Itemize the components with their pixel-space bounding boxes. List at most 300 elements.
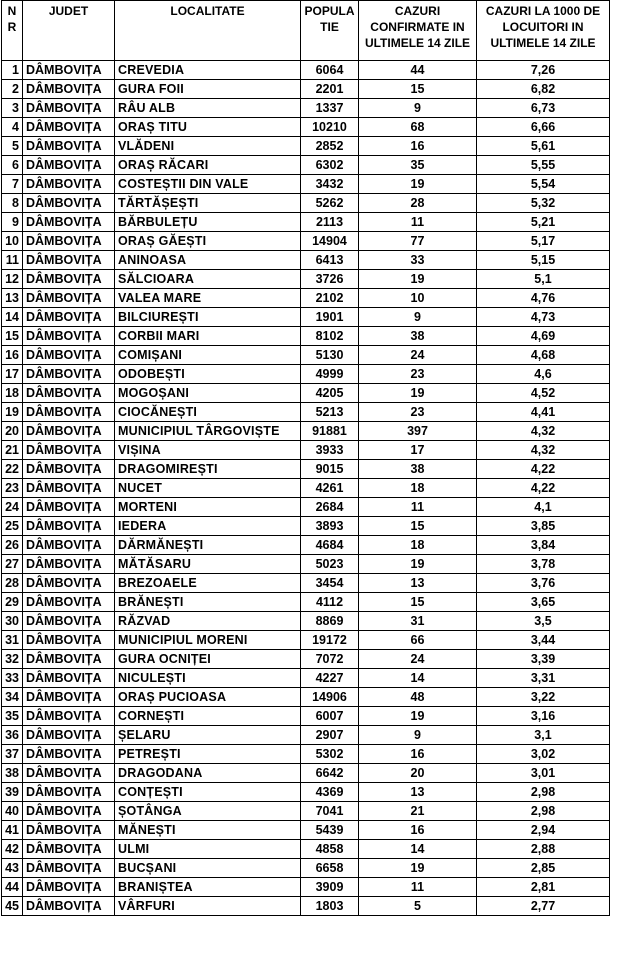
cell-nr: 18 — [2, 384, 23, 403]
cases-table — [1, 0, 610, 916]
cell-populatie: 2201 — [301, 80, 359, 99]
cell-cazuri: 77 — [359, 232, 477, 251]
cell-nr: 8 — [2, 194, 23, 213]
table-row — [2, 346, 610, 365]
cell-populatie: 5439 — [301, 821, 359, 840]
cell-rata: 5,61 — [477, 137, 610, 156]
cell-rata: 5,1 — [477, 270, 610, 289]
cell-localitate: CORBII MARI — [115, 327, 301, 346]
cell-populatie: 6302 — [301, 156, 359, 175]
cell-localitate: MĂTĂSARU — [115, 555, 301, 574]
cell-nr: 15 — [2, 327, 23, 346]
cell-populatie: 14904 — [301, 232, 359, 251]
cell-cazuri: 19 — [359, 707, 477, 726]
cell-populatie: 4261 — [301, 479, 359, 498]
table-row — [2, 517, 610, 536]
cell-populatie: 10210 — [301, 118, 359, 137]
cell-nr: 26 — [2, 536, 23, 555]
cell-rata: 4,32 — [477, 441, 610, 460]
cell-judet: DÂMBOVIȚA — [23, 764, 115, 783]
cell-populatie: 4684 — [301, 536, 359, 555]
cell-localitate: DĂRMĂNEȘTI — [115, 536, 301, 555]
cell-rata: 3,44 — [477, 631, 610, 650]
table-row — [2, 745, 610, 764]
cell-populatie: 19172 — [301, 631, 359, 650]
cell-populatie: 3432 — [301, 175, 359, 194]
cell-judet: DÂMBOVIȚA — [23, 745, 115, 764]
header-nr: N R — [2, 1, 23, 61]
cell-nr: 3 — [2, 99, 23, 118]
cell-localitate: BRANIȘTEA — [115, 878, 301, 897]
cell-populatie: 3933 — [301, 441, 359, 460]
cell-rata: 6,82 — [477, 80, 610, 99]
cell-judet: DÂMBOVIȚA — [23, 156, 115, 175]
cell-cazuri: 18 — [359, 479, 477, 498]
table-row — [2, 783, 610, 802]
cell-cazuri: 15 — [359, 593, 477, 612]
cell-judet: DÂMBOVIȚA — [23, 346, 115, 365]
cell-cazuri: 68 — [359, 118, 477, 137]
cell-populatie: 4858 — [301, 840, 359, 859]
cell-rata: 4,68 — [477, 346, 610, 365]
cell-cazuri: 19 — [359, 270, 477, 289]
cell-populatie: 4999 — [301, 365, 359, 384]
cell-localitate: DRAGOMIREȘTI — [115, 460, 301, 479]
cell-cazuri: 16 — [359, 821, 477, 840]
cell-cazuri: 19 — [359, 175, 477, 194]
cell-localitate: BREZOAELE — [115, 574, 301, 593]
cell-localitate: RÂU ALB — [115, 99, 301, 118]
table-row — [2, 289, 610, 308]
cell-judet: DÂMBOVIȚA — [23, 118, 115, 137]
cell-rata: 3,16 — [477, 707, 610, 726]
cell-cazuri: 11 — [359, 498, 477, 517]
table-row — [2, 232, 610, 251]
cell-rata: 4,32 — [477, 422, 610, 441]
cell-localitate: BILCIUREȘTI — [115, 308, 301, 327]
cell-cazuri: 23 — [359, 403, 477, 422]
cell-cazuri: 14 — [359, 669, 477, 688]
cell-cazuri: 19 — [359, 859, 477, 878]
cell-judet: DÂMBOVIȚA — [23, 479, 115, 498]
cell-nr: 20 — [2, 422, 23, 441]
cell-rata: 3,1 — [477, 726, 610, 745]
cell-nr: 6 — [2, 156, 23, 175]
cell-localitate: VIȘINA — [115, 441, 301, 460]
cell-populatie: 2102 — [301, 289, 359, 308]
cell-rata: 3,85 — [477, 517, 610, 536]
cell-nr: 29 — [2, 593, 23, 612]
cell-rata: 4,76 — [477, 289, 610, 308]
cell-populatie: 7041 — [301, 802, 359, 821]
cell-judet: DÂMBOVIȚA — [23, 327, 115, 346]
cell-rata: 3,22 — [477, 688, 610, 707]
cell-localitate: CORNEȘTI — [115, 707, 301, 726]
cell-rata: 4,22 — [477, 479, 610, 498]
table-row — [2, 61, 610, 80]
table-row — [2, 859, 610, 878]
cell-nr: 41 — [2, 821, 23, 840]
cell-localitate: RĂZVAD — [115, 612, 301, 631]
cell-populatie: 5213 — [301, 403, 359, 422]
cell-nr: 7 — [2, 175, 23, 194]
cell-judet: DÂMBOVIȚA — [23, 669, 115, 688]
cell-rata: 3,31 — [477, 669, 610, 688]
table-row — [2, 422, 610, 441]
cell-populatie: 5130 — [301, 346, 359, 365]
header-row — [2, 1, 610, 61]
cell-localitate: MUNICIPIUL TÂRGOVIȘTE — [115, 422, 301, 441]
cell-populatie: 91881 — [301, 422, 359, 441]
cell-nr: 2 — [2, 80, 23, 99]
cell-populatie: 7072 — [301, 650, 359, 669]
cell-nr: 1 — [2, 61, 23, 80]
table-body — [2, 61, 610, 916]
cell-judet: DÂMBOVIȚA — [23, 612, 115, 631]
cell-nr: 10 — [2, 232, 23, 251]
cell-rata: 5,17 — [477, 232, 610, 251]
cell-judet: DÂMBOVIȚA — [23, 688, 115, 707]
cell-judet: DÂMBOVIȚA — [23, 99, 115, 118]
cell-nr: 13 — [2, 289, 23, 308]
table-row — [2, 251, 610, 270]
cell-cazuri: 5 — [359, 897, 477, 916]
cell-nr: 33 — [2, 669, 23, 688]
cell-rata: 3,65 — [477, 593, 610, 612]
cell-judet: DÂMBOVIȚA — [23, 897, 115, 916]
cell-cazuri: 33 — [359, 251, 477, 270]
cell-localitate: IEDERA — [115, 517, 301, 536]
cell-localitate: ORAȘ RĂCARI — [115, 156, 301, 175]
cell-nr: 22 — [2, 460, 23, 479]
cell-rata: 3,78 — [477, 555, 610, 574]
cell-nr: 40 — [2, 802, 23, 821]
cell-judet: DÂMBOVIȚA — [23, 821, 115, 840]
cell-rata: 4,41 — [477, 403, 610, 422]
cell-cazuri: 35 — [359, 156, 477, 175]
cell-judet: DÂMBOVIȚA — [23, 631, 115, 650]
cell-localitate: VÂRFURI — [115, 897, 301, 916]
cell-judet: DÂMBOVIȚA — [23, 840, 115, 859]
cell-cazuri: 15 — [359, 80, 477, 99]
table-row — [2, 308, 610, 327]
cell-rata: 5,32 — [477, 194, 610, 213]
cell-nr: 14 — [2, 308, 23, 327]
cell-localitate: ORAȘ PUCIOASA — [115, 688, 301, 707]
cell-nr: 42 — [2, 840, 23, 859]
cell-populatie: 9015 — [301, 460, 359, 479]
cell-populatie: 6642 — [301, 764, 359, 783]
cell-nr: 39 — [2, 783, 23, 802]
table-row — [2, 80, 610, 99]
cell-localitate: COMIȘANI — [115, 346, 301, 365]
cell-populatie: 3454 — [301, 574, 359, 593]
cell-judet: DÂMBOVIȚA — [23, 441, 115, 460]
cell-rata: 4,73 — [477, 308, 610, 327]
cell-judet: DÂMBOVIȚA — [23, 650, 115, 669]
cell-rata: 2,88 — [477, 840, 610, 859]
cell-nr: 43 — [2, 859, 23, 878]
cell-judet: DÂMBOVIȚA — [23, 194, 115, 213]
cell-judet: DÂMBOVIȚA — [23, 365, 115, 384]
cell-localitate: TĂRTĂȘEȘTI — [115, 194, 301, 213]
cell-cazuri: 20 — [359, 764, 477, 783]
cell-rata: 5,21 — [477, 213, 610, 232]
table-row — [2, 688, 610, 707]
table-row — [2, 175, 610, 194]
table-row — [2, 270, 610, 289]
cell-localitate: PETREȘTI — [115, 745, 301, 764]
cell-localitate: ORAȘ TITU — [115, 118, 301, 137]
cell-populatie: 5302 — [301, 745, 359, 764]
table-row — [2, 593, 610, 612]
cell-judet: DÂMBOVIȚA — [23, 232, 115, 251]
cell-populatie: 8102 — [301, 327, 359, 346]
cell-judet: DÂMBOVIȚA — [23, 802, 115, 821]
cell-localitate: MUNICIPIUL MORENI — [115, 631, 301, 650]
cell-cazuri: 44 — [359, 61, 477, 80]
cell-cazuri: 16 — [359, 745, 477, 764]
cell-cazuri: 17 — [359, 441, 477, 460]
cell-judet: DÂMBOVIȚA — [23, 574, 115, 593]
cell-populatie: 4112 — [301, 593, 359, 612]
cell-nr: 16 — [2, 346, 23, 365]
cell-rata: 2,85 — [477, 859, 610, 878]
cell-judet: DÂMBOVIȚA — [23, 403, 115, 422]
table-row — [2, 118, 610, 137]
cell-localitate: NICULEȘTI — [115, 669, 301, 688]
cell-cazuri: 13 — [359, 574, 477, 593]
table-row — [2, 498, 610, 517]
table-row — [2, 707, 610, 726]
cell-localitate: CIOCĂNEȘTI — [115, 403, 301, 422]
cell-nr: 21 — [2, 441, 23, 460]
cell-nr: 37 — [2, 745, 23, 764]
cell-localitate: COSTEȘTII DIN VALE — [115, 175, 301, 194]
table-row — [2, 574, 610, 593]
cell-judet: DÂMBOVIȚA — [23, 859, 115, 878]
cell-cazuri: 23 — [359, 365, 477, 384]
cell-populatie: 1901 — [301, 308, 359, 327]
table-row — [2, 631, 610, 650]
header-rata: CAZURI LA 1000 DE LOCUITORI IN ULTIMELE 14 ZILE — [477, 1, 610, 61]
header-localitate: LOCALITATE — [115, 1, 301, 61]
cell-localitate: ORAȘ GĂEȘTI — [115, 232, 301, 251]
cell-populatie: 3909 — [301, 878, 359, 897]
cell-localitate: NUCET — [115, 479, 301, 498]
cell-cazuri: 18 — [359, 536, 477, 555]
cell-nr: 12 — [2, 270, 23, 289]
cell-populatie: 14906 — [301, 688, 359, 707]
cell-cazuri: 14 — [359, 840, 477, 859]
cell-nr: 30 — [2, 612, 23, 631]
table-row — [2, 726, 610, 745]
table-row — [2, 821, 610, 840]
cell-populatie: 1803 — [301, 897, 359, 916]
cell-localitate: VLĂDENI — [115, 137, 301, 156]
cell-judet: DÂMBOVIȚA — [23, 80, 115, 99]
cell-localitate: CONȚEȘTI — [115, 783, 301, 802]
cell-nr: 44 — [2, 878, 23, 897]
cell-cazuri: 19 — [359, 555, 477, 574]
cell-rata: 4,22 — [477, 460, 610, 479]
cell-localitate: GURA OCNIȚEI — [115, 650, 301, 669]
cell-judet: DÂMBOVIȚA — [23, 460, 115, 479]
cell-populatie: 4369 — [301, 783, 359, 802]
cell-localitate: MOGOȘANI — [115, 384, 301, 403]
cell-cazuri: 10 — [359, 289, 477, 308]
cell-localitate: SĂLCIOARA — [115, 270, 301, 289]
cell-populatie: 2907 — [301, 726, 359, 745]
table-row — [2, 213, 610, 232]
cell-populatie: 2684 — [301, 498, 359, 517]
cell-nr: 31 — [2, 631, 23, 650]
cell-judet: DÂMBOVIȚA — [23, 137, 115, 156]
cell-cazuri: 11 — [359, 213, 477, 232]
table-row — [2, 897, 610, 916]
cell-judet: DÂMBOVIȚA — [23, 270, 115, 289]
cell-populatie: 1337 — [301, 99, 359, 118]
table-row — [2, 137, 610, 156]
table-row — [2, 764, 610, 783]
cell-nr: 25 — [2, 517, 23, 536]
cell-rata: 2,77 — [477, 897, 610, 916]
cell-cazuri: 31 — [359, 612, 477, 631]
cell-localitate: BRĂNEȘTI — [115, 593, 301, 612]
cell-cazuri: 15 — [359, 517, 477, 536]
cell-judet: DÂMBOVIȚA — [23, 593, 115, 612]
cell-judet: DÂMBOVIȚA — [23, 726, 115, 745]
cell-populatie: 6007 — [301, 707, 359, 726]
cell-localitate: ȘOTÂNGA — [115, 802, 301, 821]
table-row — [2, 99, 610, 118]
cell-rata: 3,01 — [477, 764, 610, 783]
cell-judet: DÂMBOVIȚA — [23, 308, 115, 327]
table-row — [2, 403, 610, 422]
cell-rata: 5,55 — [477, 156, 610, 175]
table-row — [2, 802, 610, 821]
cell-cazuri: 16 — [359, 137, 477, 156]
cell-localitate: MORTENI — [115, 498, 301, 517]
cell-populatie: 3726 — [301, 270, 359, 289]
cell-populatie: 6658 — [301, 859, 359, 878]
cell-rata: 2,94 — [477, 821, 610, 840]
cell-cazuri: 19 — [359, 384, 477, 403]
cell-populatie: 5023 — [301, 555, 359, 574]
cell-nr: 5 — [2, 137, 23, 156]
cell-localitate: MĂNEȘTI — [115, 821, 301, 840]
cell-rata: 4,69 — [477, 327, 610, 346]
cell-nr: 36 — [2, 726, 23, 745]
cell-nr: 32 — [2, 650, 23, 669]
table-row — [2, 156, 610, 175]
cell-cazuri: 9 — [359, 308, 477, 327]
cell-localitate: ANINOASA — [115, 251, 301, 270]
cell-rata: 2,81 — [477, 878, 610, 897]
header-populatie: POPULA TIE — [301, 1, 359, 61]
cell-localitate: CREVEDIA — [115, 61, 301, 80]
table-row — [2, 365, 610, 384]
table-row — [2, 327, 610, 346]
cell-cazuri: 38 — [359, 327, 477, 346]
cell-rata: 3,5 — [477, 612, 610, 631]
cell-nr: 19 — [2, 403, 23, 422]
cell-localitate: BĂRBULEȚU — [115, 213, 301, 232]
header-cazuri: CAZURI CONFIRMATE IN ULTIMELE 14 ZILE — [359, 1, 477, 61]
cell-rata: 3,02 — [477, 745, 610, 764]
cell-nr: 38 — [2, 764, 23, 783]
cell-localitate: DRAGODANA — [115, 764, 301, 783]
cell-rata: 3,39 — [477, 650, 610, 669]
cell-judet: DÂMBOVIȚA — [23, 213, 115, 232]
table-row — [2, 194, 610, 213]
cell-cazuri: 28 — [359, 194, 477, 213]
cell-judet: DÂMBOVIȚA — [23, 517, 115, 536]
cell-localitate: ȘELARU — [115, 726, 301, 745]
cell-populatie: 2113 — [301, 213, 359, 232]
cell-rata: 6,73 — [477, 99, 610, 118]
cell-nr: 27 — [2, 555, 23, 574]
cell-cazuri: 38 — [359, 460, 477, 479]
cell-nr: 9 — [2, 213, 23, 232]
cell-rata: 5,15 — [477, 251, 610, 270]
cell-cazuri: 24 — [359, 346, 477, 365]
cell-rata: 4,1 — [477, 498, 610, 517]
cell-cazuri: 48 — [359, 688, 477, 707]
cell-cazuri: 9 — [359, 726, 477, 745]
cell-judet: DÂMBOVIȚA — [23, 251, 115, 270]
cell-judet: DÂMBOVIȚA — [23, 536, 115, 555]
cell-populatie: 5262 — [301, 194, 359, 213]
table-row — [2, 840, 610, 859]
cell-populatie: 3893 — [301, 517, 359, 536]
cell-localitate: GURA FOII — [115, 80, 301, 99]
cell-judet: DÂMBOVIȚA — [23, 707, 115, 726]
cell-nr: 35 — [2, 707, 23, 726]
table-row — [2, 650, 610, 669]
cell-rata: 7,26 — [477, 61, 610, 80]
cell-rata: 2,98 — [477, 802, 610, 821]
cell-nr: 17 — [2, 365, 23, 384]
cell-populatie: 6413 — [301, 251, 359, 270]
cell-judet: DÂMBOVIȚA — [23, 175, 115, 194]
cell-populatie: 4205 — [301, 384, 359, 403]
cell-cazuri: 9 — [359, 99, 477, 118]
cell-nr: 11 — [2, 251, 23, 270]
cell-judet: DÂMBOVIȚA — [23, 878, 115, 897]
cell-rata: 4,6 — [477, 365, 610, 384]
cell-nr: 4 — [2, 118, 23, 137]
cell-nr: 24 — [2, 498, 23, 517]
header-judet: JUDET — [23, 1, 115, 61]
cell-nr: 28 — [2, 574, 23, 593]
cell-judet: DÂMBOVIȚA — [23, 384, 115, 403]
cell-localitate: VALEA MARE — [115, 289, 301, 308]
cell-populatie: 2852 — [301, 137, 359, 156]
table-row — [2, 669, 610, 688]
cell-nr: 34 — [2, 688, 23, 707]
cell-rata: 4,52 — [477, 384, 610, 403]
cell-populatie: 4227 — [301, 669, 359, 688]
cell-rata: 3,84 — [477, 536, 610, 555]
cell-judet: DÂMBOVIȚA — [23, 289, 115, 308]
cell-nr: 45 — [2, 897, 23, 916]
cell-cazuri: 11 — [359, 878, 477, 897]
cell-localitate: BUCȘANI — [115, 859, 301, 878]
cell-judet: DÂMBOVIȚA — [23, 498, 115, 517]
table-row — [2, 555, 610, 574]
table-row — [2, 460, 610, 479]
